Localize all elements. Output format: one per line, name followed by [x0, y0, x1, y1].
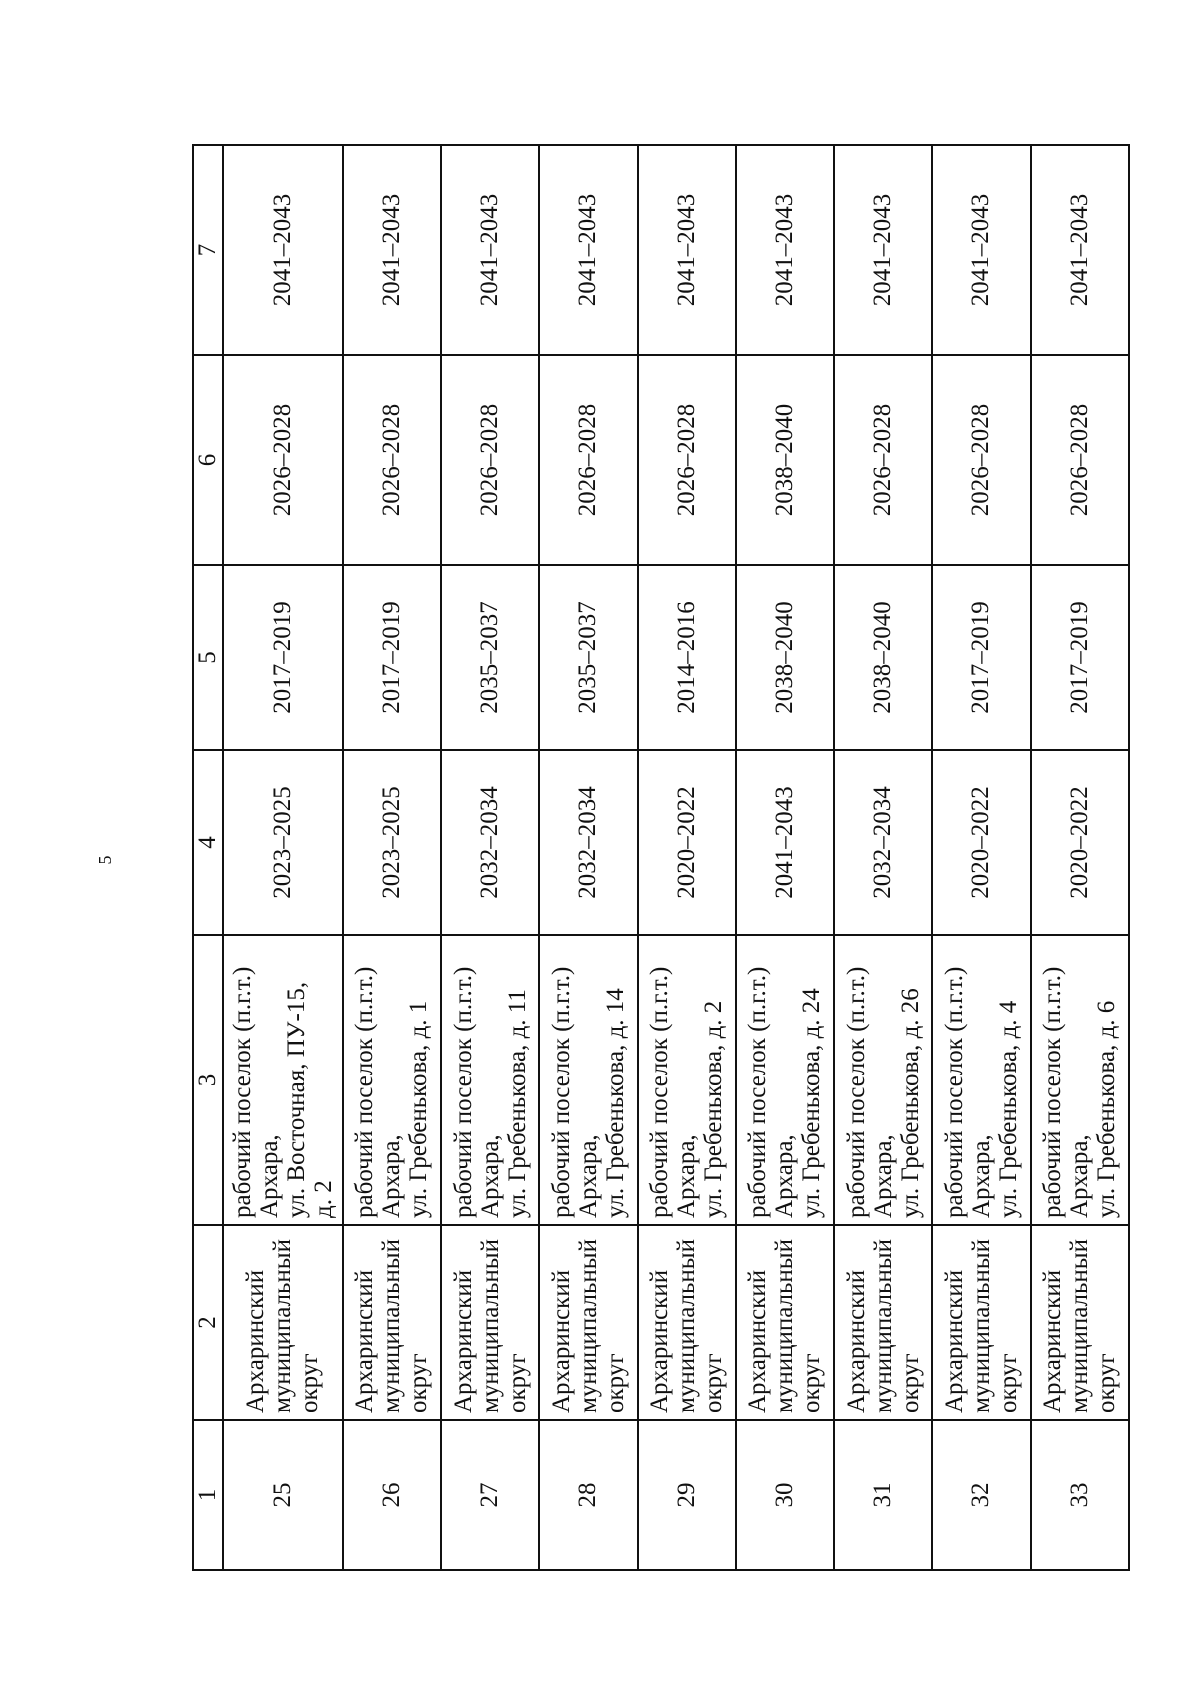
address-line: Архара, [967, 1134, 995, 1218]
address-line: Архара, [255, 1134, 283, 1218]
district-line: Архаринский [449, 1269, 477, 1413]
district-line: муниципальный [673, 1239, 701, 1413]
district-cell [223, 1225, 343, 1420]
row-number-cell: 26 [343, 1420, 441, 1570]
row-number-cell: 29 [638, 1420, 736, 1570]
address-line: Архара, [673, 1134, 701, 1218]
table-row [1031, 145, 1129, 1570]
period-cell-col6: 2026–2028 [834, 355, 932, 565]
table-row [736, 145, 834, 1570]
address-line: ул. Восточная, ПУ-15, [282, 981, 310, 1218]
table-row [834, 145, 932, 1570]
row-number-cell: 25 [223, 1420, 343, 1570]
address-line: рабочий поселок (п.г.т.) [351, 966, 379, 1218]
address-cell [539, 935, 637, 1225]
period-cell-col5: 2017–2019 [343, 565, 441, 750]
period-cell-col6: 2026–2028 [343, 355, 441, 565]
header-col-2: 2 [193, 1225, 223, 1420]
district-line: Архаринский [842, 1269, 870, 1413]
district-line: округ [798, 1353, 826, 1413]
district-line: округ [700, 1353, 728, 1413]
period-cell-col6: 2026–2028 [932, 355, 1030, 565]
header-col-5: 5 [193, 565, 223, 750]
period-cell-col5: 2017–2019 [223, 565, 343, 750]
address-line: Архара, [378, 1134, 406, 1218]
address-line: рабочий поселок (п.г.т.) [449, 966, 477, 1218]
table-row [638, 145, 736, 1570]
district-cell [441, 1225, 539, 1420]
table-row [539, 145, 637, 1570]
district-cell [736, 1225, 834, 1420]
district-line: округ [994, 1353, 1022, 1413]
address-line: ул. Гребенькова, д. 24 [798, 988, 826, 1218]
period-cell-col4: 2020–2022 [1031, 750, 1129, 935]
table-row [441, 145, 539, 1570]
district-line: муниципальный [967, 1239, 995, 1413]
period-cell-col4: 2020–2022 [932, 750, 1030, 935]
district-line: Архаринский [744, 1269, 772, 1413]
district-line: муниципальный [574, 1239, 602, 1413]
address-line: д. 2 [309, 1180, 337, 1218]
period-cell-col4: 2032–2034 [834, 750, 932, 935]
address-line: рабочий поселок (п.г.т.) [744, 966, 772, 1218]
address-line: Архара, [476, 1134, 504, 1218]
period-cell-col6: 2026–2028 [441, 355, 539, 565]
period-cell-col5: 2035–2037 [441, 565, 539, 750]
address-line: Архара, [574, 1134, 602, 1218]
period-cell-col5: 2014–2016 [638, 565, 736, 750]
district-cell [539, 1225, 637, 1420]
district-line: муниципальный [1066, 1239, 1094, 1413]
row-number-cell: 31 [834, 1420, 932, 1570]
address-line: Архара, [1066, 1134, 1094, 1218]
period-cell-col6: 2026–2028 [1031, 355, 1129, 565]
district-line: Архаринский [1039, 1269, 1067, 1413]
period-cell-col4: 2041–2043 [736, 750, 834, 935]
district-line: муниципальный [771, 1239, 799, 1413]
district-cell [343, 1225, 441, 1420]
address-line: ул. Гребенькова, д. 2 [700, 1000, 728, 1218]
header-col-1: 1 [193, 1420, 223, 1570]
row-number-cell: 33 [1031, 1420, 1129, 1570]
header-row [193, 145, 223, 1570]
district-cell [932, 1225, 1030, 1420]
district-line: округ [503, 1353, 531, 1413]
address-line: ул. Гребенькова, д. 26 [896, 988, 924, 1218]
address-cell [736, 935, 834, 1225]
period-cell-col7: 2041–2043 [932, 145, 1030, 355]
address-line: Архара, [869, 1134, 897, 1218]
period-cell-col6: 2026–2028 [539, 355, 637, 565]
district-cell [638, 1225, 736, 1420]
page-number: 5 [95, 855, 115, 865]
district-line: муниципальный [269, 1239, 297, 1413]
schedule-table-container [192, 146, 1130, 1571]
address-cell [834, 935, 932, 1225]
header-col-4: 4 [193, 750, 223, 935]
address-cell [343, 935, 441, 1225]
period-cell-col5: 2038–2040 [834, 565, 932, 750]
period-cell-col4: 2023–2025 [223, 750, 343, 935]
period-cell-col7: 2041–2043 [834, 145, 932, 355]
period-cell-col4: 2032–2034 [539, 750, 637, 935]
period-cell-col6: 2026–2028 [638, 355, 736, 565]
district-line: Архаринский [351, 1269, 379, 1413]
row-number-cell: 27 [441, 1420, 539, 1570]
district-line: муниципальный [378, 1239, 406, 1413]
district-line: округ [405, 1353, 433, 1413]
period-cell-col5: 2017–2019 [932, 565, 1030, 750]
period-cell-col6: 2038–2040 [736, 355, 834, 565]
period-cell-col7: 2041–2043 [441, 145, 539, 355]
address-line: рабочий поселок (п.г.т.) [547, 966, 575, 1218]
address-cell [223, 935, 343, 1225]
address-cell [932, 935, 1030, 1225]
district-line: округ [896, 1353, 924, 1413]
row-number-cell: 32 [932, 1420, 1030, 1570]
district-line: Архаринский [940, 1269, 968, 1413]
district-line: Архаринский [547, 1269, 575, 1413]
address-line: ул. Гребенькова, д. 1 [405, 1000, 433, 1218]
district-line: муниципальный [869, 1239, 897, 1413]
address-cell [441, 935, 539, 1225]
district-line: округ [601, 1353, 629, 1413]
address-line: рабочий поселок (п.г.т.) [1039, 966, 1067, 1218]
period-cell-col4: 2020–2022 [638, 750, 736, 935]
district-line: округ [1093, 1353, 1121, 1413]
period-cell-col7: 2041–2043 [638, 145, 736, 355]
header-col-3: 3 [193, 935, 223, 1225]
period-cell-col7: 2041–2043 [343, 145, 441, 355]
period-cell-col6: 2026–2028 [223, 355, 343, 565]
period-cell-col7: 2041–2043 [223, 145, 343, 355]
row-number-cell: 28 [539, 1420, 637, 1570]
address-line: ул. Гребенькова, д. 11 [503, 989, 531, 1218]
district-line: Архаринский [646, 1269, 674, 1413]
address-line: рабочий поселок (п.г.т.) [842, 966, 870, 1218]
district-cell [834, 1225, 932, 1420]
district-line: муниципальный [476, 1239, 504, 1413]
period-cell-col4: 2032–2034 [441, 750, 539, 935]
header-col-6: 6 [193, 355, 223, 565]
address-cell [638, 935, 736, 1225]
address-line: рабочий поселок (п.г.т.) [646, 966, 674, 1218]
header-col-7: 7 [193, 145, 223, 355]
address-line: ул. Гребенькова, д. 4 [994, 1000, 1022, 1218]
district-line: Архаринский [242, 1269, 270, 1413]
district-cell [1031, 1225, 1129, 1420]
district-line: округ [296, 1353, 324, 1413]
address-line: ул. Гребенькова, д. 6 [1093, 1000, 1121, 1218]
period-cell-col5: 2017–2019 [1031, 565, 1129, 750]
address-cell [1031, 935, 1129, 1225]
address-line: ул. Гребенькова, д. 14 [601, 988, 629, 1218]
period-cell-col4: 2023–2025 [343, 750, 441, 935]
period-cell-col7: 2041–2043 [736, 145, 834, 355]
table-row [932, 145, 1030, 1570]
address-line: Архара, [771, 1134, 799, 1218]
table-body [223, 145, 1129, 1570]
row-number-cell: 30 [736, 1420, 834, 1570]
table-row [223, 145, 343, 1570]
schedule-table [192, 144, 1130, 1571]
period-cell-col5: 2038–2040 [736, 565, 834, 750]
period-cell-col7: 2041–2043 [539, 145, 637, 355]
period-cell-col5: 2035–2037 [539, 565, 637, 750]
address-line: рабочий поселок (п.г.т.) [228, 966, 256, 1218]
table-row [343, 145, 441, 1570]
period-cell-col7: 2041–2043 [1031, 145, 1129, 355]
address-line: рабочий поселок (п.г.т.) [940, 966, 968, 1218]
